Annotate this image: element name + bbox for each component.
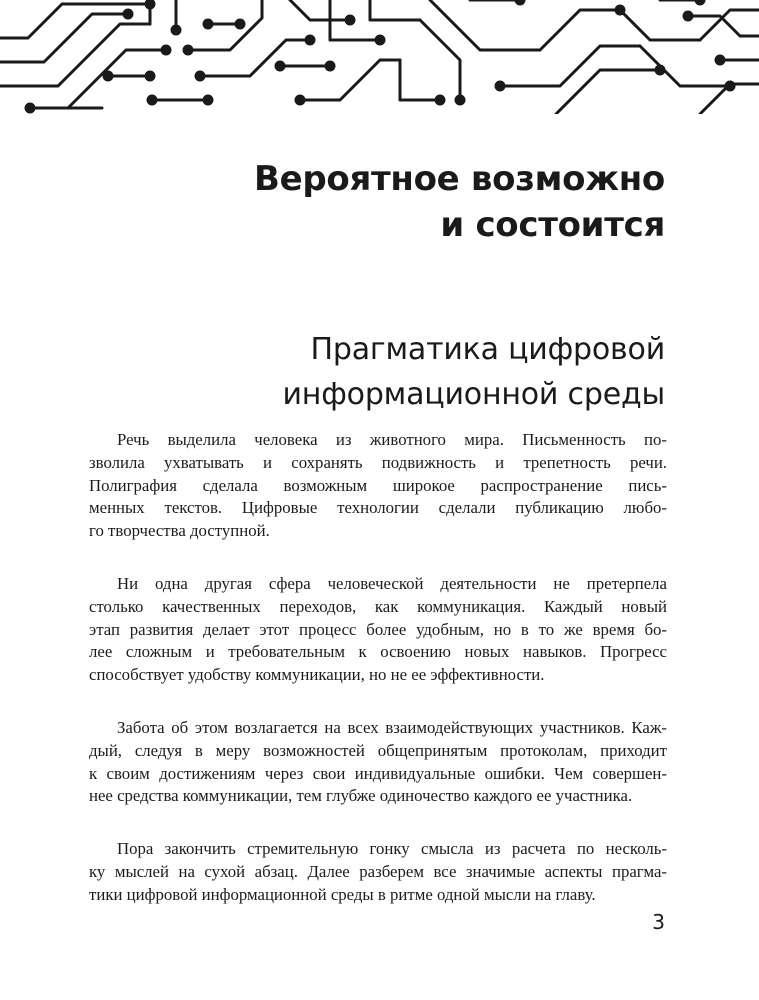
paragraph-line: Речь выделила человека из животного мира. Письменность по- bbox=[117, 430, 667, 449]
paragraph-line: Полиграфия сделала возможным широкое распространение пись- bbox=[89, 475, 667, 495]
paragraph-4 bbox=[89, 838, 667, 906]
paragraph-line: этап развития делает этот процесс более удобным, но в то же время бо- bbox=[89, 619, 667, 639]
chapter-title bbox=[105, 156, 665, 248]
paragraph-line: Ни одна другая сфера человеческой деятельности не претерпела bbox=[117, 573, 667, 593]
paragraph-line: к своим достижениям через свои индивидуальные ошибки. Чем совершен- bbox=[89, 763, 667, 783]
paragraph-line: ку мыслей на сухой абзац. Далее разберем все значимые аспекты прагма- bbox=[89, 861, 667, 881]
paragraph-line: нее средства коммуникации, тем глубже одиночество каждого ее участника. bbox=[89, 786, 633, 806]
paragraph-line: менных текстов. Цифровые технологии сделали публикацию любо- bbox=[89, 498, 667, 518]
paragraph-3 bbox=[89, 717, 667, 808]
page-number: 3 bbox=[652, 910, 665, 934]
paragraph-line: Пора закончить стремительную гонку смысла из расчета по несколь- bbox=[117, 839, 667, 859]
paragraph-2 bbox=[89, 573, 667, 687]
paragraph-line: зволила ухватывать и сохранять подвижность и трепетность речи. bbox=[89, 452, 667, 472]
body-text bbox=[89, 429, 667, 937]
section-title-line-2: информационной среды bbox=[282, 377, 665, 412]
chapter-title-line-2: и состоится bbox=[440, 205, 665, 245]
section-title-line-1: Прагматика цифровой bbox=[310, 332, 665, 367]
paragraph-line: Забота об этом возлагается на всех взаимодействующих участников. Каж- bbox=[117, 717, 667, 737]
paragraph-line: лее сложным и требовательным к освоению новых навыков. Прогресс bbox=[89, 642, 667, 662]
paragraph-line: способствует удобству коммуникации, но не ее эффективности. bbox=[89, 665, 545, 685]
paragraph-line: дый, следуя в меру возможностей общепринятым протоколам, приходит bbox=[89, 740, 667, 760]
paragraph-line: го творчества доступной. bbox=[89, 521, 270, 541]
section-title bbox=[105, 327, 665, 417]
circuit-pattern-header bbox=[0, 0, 759, 114]
paragraph-line: столько качественных переходов, как коммуникация. Каждый новый bbox=[89, 596, 667, 616]
paragraph-1 bbox=[89, 429, 667, 543]
paragraph-line: тики цифровой информационной среды в ритме одной мысли на главу. bbox=[89, 884, 596, 904]
chapter-title-line-1: Вероятное возможно bbox=[253, 159, 665, 199]
